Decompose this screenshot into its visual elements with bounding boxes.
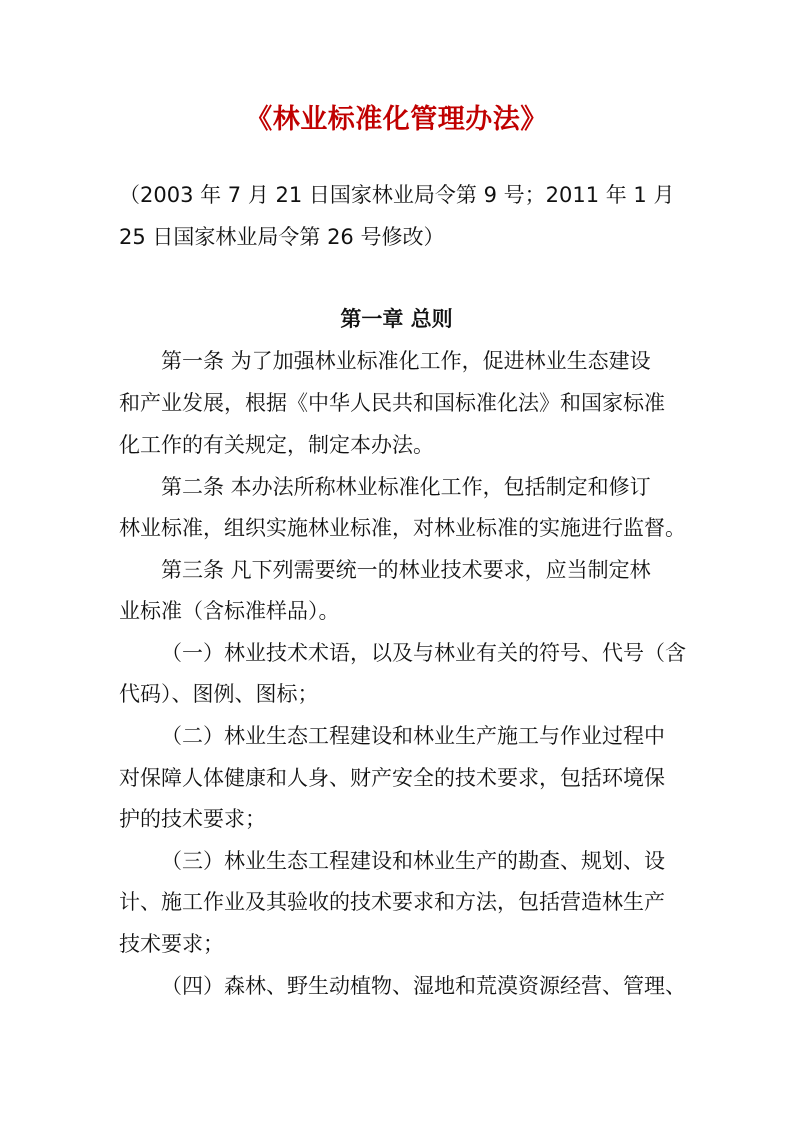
body-line: （二）林业生态工程建设和林业生产施工与作业过程中 [161, 724, 665, 748]
subtitle-line-1: （2003 年 7 月 21 日国家林业局令第 9 号；2011 年 1 月 [119, 183, 675, 207]
body-line: 计、施工作业及其验收的技术要求和方法，包括营造林生产 [119, 890, 665, 914]
document-title: 《林业标准化管理办法》 [245, 104, 548, 135]
body-line: 代码）、图例、图标； [119, 682, 319, 706]
chapter-heading: 第一章 总则 [340, 307, 453, 331]
subtitle-line-2: 25 日国家林业局令第 26 号修改） [119, 225, 445, 249]
body-line: （一）林业技术术语，以及与林业有关的符号、代号（含 [161, 641, 686, 665]
body-line: （三）林业生态工程建设和林业生产的勘查、规划、设 [161, 849, 665, 873]
body-line: 和产业发展，根据《中华人民共和国标准化法》和国家标准 [119, 391, 665, 415]
body-line: 化工作的有关规定，制定本办法。 [119, 433, 434, 457]
body-line: 第一条 为了加强林业标准化工作，促进林业生态建设 [161, 349, 651, 373]
body-line: 第三条 凡下列需要统一的林业技术要求，应当制定林 [161, 558, 651, 582]
body-line: 对保障人体健康和人身、财产安全的技术要求，包括环境保 [119, 766, 665, 790]
body-line: 第二条 本办法所称林业标准化工作，包括制定和修订 [161, 475, 651, 499]
body-line: （四）森林、野生动植物、湿地和荒漠资源经营、管理、 [161, 974, 686, 998]
body-line: 林业标准，组织实施林业标准，对林业标准的实施进行监督。 [119, 516, 686, 540]
body-line: 护的技术要求； [119, 807, 266, 831]
body-line: 技术要求； [119, 932, 224, 956]
body-line: 业标准（含标准样品）。 [119, 599, 340, 623]
